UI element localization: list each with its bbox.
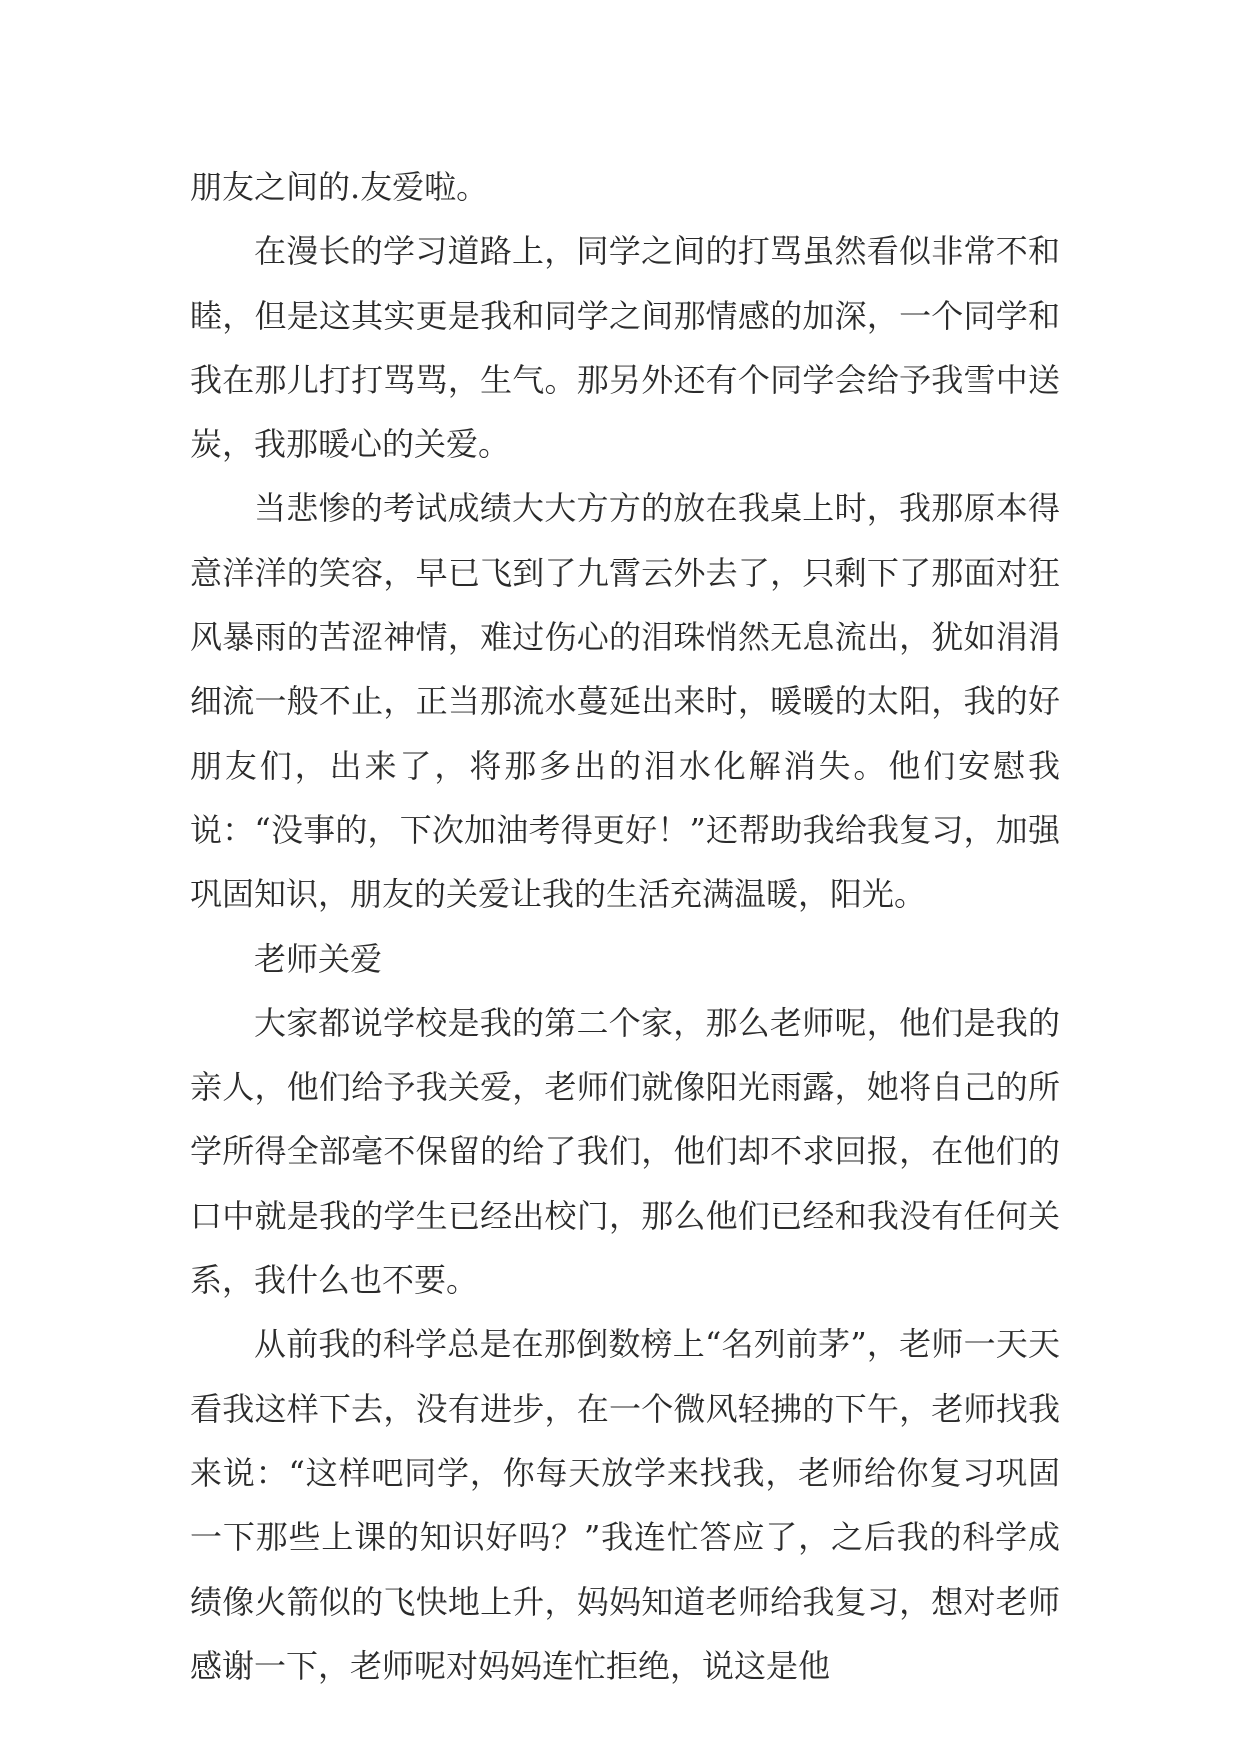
section-heading-teacher-care: 老师关爱 [254,939,383,978]
document-body [190,155,1060,1698]
paragraph-classmates: 在漫长的学习道路上，同学之间的打骂虽然看似非常不和睦，但是这其实更是我和同学之间那情感的加深，一个同学和我在那儿打打骂骂，生气。那另外还有个同学会给予我雪中送炭，我那暖心的关爱。 [190,232,1060,464]
paragraph-school-home: 大家都说学校是我的第二个家，那么老师呢，他们是我的亲人，他们给予我关爱，老师们就像阳光雨露，她将自己的所学所得全部毫不保留的给了我们，他们却不求回报，在他们的口中就是我的学生已经出校门，那么他们已经和我没有任何关系，我什么也不要。 [190,1003,1060,1300]
paragraph-science: 从前我的科学总是在那倒数榜上“名列前茅”，老师一天天看我这样下去，没有进步，在一个微风轻拂的下午，老师找我来说：“这样吧同学，你每天放学来找我，老师给你复习巩固一下那些上课的知识好吗？”我连忙答应了，之后我的科学成绩像火箭似的飞快地上升，妈妈知道老师给我复习，想对老师感谢一下，老师呢对妈妈连忙拒绝，说这是他 [190,1325,1060,1685]
paragraph-exam: 当悲惨的考试成绩大大方方的放在我桌上时，我那原本得意洋洋的笑容，早已飞到了九霄云外去了，只剩下了那面对狂风暴雨的苦涩神情，难过伤心的泪珠悄然无息流出，犹如涓涓细流一般不止，正当那流水蔓延出来时，暖暖的太阳，我的好朋友们，出来了，将那多出的泪水化解消失。他们安慰我说：“没事的，下次加油考得更好！”还帮助我给我复习，加强巩固知识，朋友的关爱让我的生活充满温暖，阳光。 [190,489,1060,914]
paragraph-continuation: 朋友之间的.友爱啦。 [190,168,489,206]
